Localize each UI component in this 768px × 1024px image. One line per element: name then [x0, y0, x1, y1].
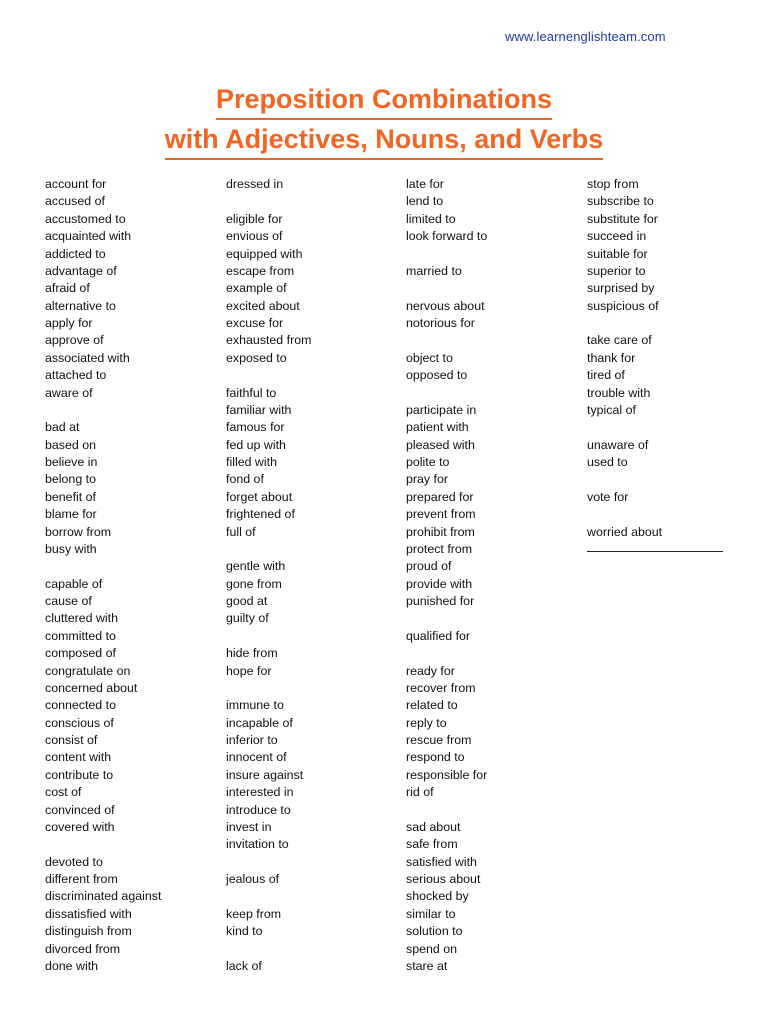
- word-entry: invitation to: [226, 837, 289, 852]
- word-entry: belong to: [45, 472, 96, 487]
- word-entry: exposed to: [226, 350, 287, 365]
- word-entry: divorced from: [45, 941, 121, 956]
- word-entry: worried about: [587, 524, 663, 539]
- word-entry: done with: [45, 958, 99, 973]
- word-entry: protect from: [406, 541, 473, 556]
- word-entry: substitute for: [587, 211, 658, 226]
- word-entry: similar to: [406, 906, 456, 921]
- word-entry: dressed in: [226, 177, 284, 191]
- word-entry: rescue from: [406, 733, 472, 747]
- word-entry: suitable for: [587, 246, 648, 261]
- word-entry: apply for: [45, 316, 93, 330]
- word-entry: excited about: [226, 298, 300, 313]
- word-entry: participate in: [406, 402, 477, 417]
- word-entry: excuse for: [226, 316, 284, 330]
- word-entry: stare at: [406, 958, 448, 973]
- word-entry: exhausted from: [226, 333, 312, 348]
- word-entry: guilty of: [226, 611, 269, 626]
- word-entry: typical of: [587, 402, 636, 417]
- group-spacer: [226, 628, 401, 645]
- word-entry: dissatisfied with: [45, 906, 132, 921]
- word-entry: committed to: [45, 628, 116, 643]
- word-entry: addicted to: [45, 246, 106, 261]
- word-entry: contribute to: [45, 767, 114, 782]
- word-column-4: [587, 176, 762, 558]
- word-entry: borrow from: [45, 524, 112, 539]
- group-spacer: [406, 332, 581, 349]
- word-entry: famous for: [226, 420, 285, 435]
- word-entry: cluttered with: [45, 611, 119, 626]
- group-spacer: [45, 558, 220, 575]
- word-entry: satisfied with: [406, 854, 477, 869]
- word-entry: insure against: [226, 767, 304, 782]
- group-spacer: [587, 315, 762, 332]
- word-entry: fed up with: [226, 437, 286, 452]
- word-entry: different from: [45, 872, 118, 886]
- group-spacer: [226, 541, 401, 558]
- word-entry: patient with: [406, 420, 469, 435]
- word-entry: limited to: [406, 211, 456, 226]
- group-spacer: [406, 280, 581, 297]
- word-entry: devoted to: [45, 854, 103, 869]
- word-entry: pray for: [406, 472, 449, 487]
- word-entry: consist of: [45, 733, 98, 747]
- word-entry: pleased with: [406, 437, 475, 452]
- word-entry: accused of: [45, 194, 105, 209]
- group-spacer: [226, 941, 401, 958]
- word-entry: afraid of: [45, 281, 90, 296]
- word-entry: look forward to: [406, 229, 488, 244]
- group-spacer: [406, 802, 581, 819]
- blank-fill-line: [587, 541, 762, 558]
- word-entry: respond to: [406, 750, 465, 765]
- group-spacer: [226, 680, 401, 697]
- group-spacer: [226, 888, 401, 905]
- page-title: [0, 80, 768, 160]
- word-entry: surprised by: [587, 281, 655, 296]
- group-spacer: [406, 246, 581, 263]
- word-entry: safe from: [406, 837, 458, 852]
- group-spacer: [226, 193, 401, 210]
- word-entry: prohibit from: [406, 524, 475, 539]
- word-entry: responsible for: [406, 767, 488, 782]
- word-entry: nervous about: [406, 298, 485, 313]
- word-entry: used to: [587, 455, 628, 469]
- underline-blank: [587, 541, 723, 552]
- word-entry: notorious for: [406, 316, 475, 330]
- word-entry: opposed to: [406, 368, 468, 383]
- group-spacer: [587, 506, 762, 523]
- word-entry: bad at: [45, 420, 80, 435]
- word-entry: polite to: [406, 455, 450, 469]
- word-entry: immune to: [226, 698, 284, 713]
- word-entry: conscious of: [45, 715, 114, 730]
- word-entry: acquainted with: [45, 229, 132, 244]
- word-entry: eligible for: [226, 211, 283, 226]
- word-entry: trouble with: [587, 385, 651, 400]
- word-entry: superior to: [587, 263, 646, 278]
- word-entry: thank for: [587, 350, 636, 365]
- word-entry: provide with: [406, 576, 473, 591]
- word-entry: prevent from: [406, 507, 476, 522]
- word-entry: content with: [45, 750, 112, 765]
- word-entry: suspicious of: [587, 298, 659, 313]
- word-entry: solution to: [406, 924, 463, 939]
- word-entry: connected to: [45, 698, 116, 713]
- word-entry: qualified for: [406, 628, 471, 643]
- word-entry: related to: [406, 698, 458, 713]
- word-entry: kind to: [226, 924, 263, 939]
- group-spacer: [587, 419, 762, 436]
- word-entry: take care of: [587, 333, 652, 348]
- word-entry: rid of: [406, 785, 434, 800]
- word-entry: associated with: [45, 350, 130, 365]
- word-entry: faithful to: [226, 385, 277, 400]
- word-entry: forget about: [226, 489, 293, 504]
- word-entry: familiar with: [226, 402, 292, 417]
- word-entry: filled with: [226, 455, 277, 469]
- word-entry: concerned about: [45, 680, 138, 695]
- word-column-1: [45, 176, 220, 975]
- word-entry: based on: [45, 437, 96, 452]
- word-entry: interested in: [226, 785, 294, 800]
- word-entry: frightened of: [226, 507, 295, 522]
- word-entry: attached to: [45, 368, 107, 383]
- word-entry: married to: [406, 263, 462, 278]
- word-entry: congratulate on: [45, 663, 131, 678]
- word-entry: advantage of: [45, 263, 117, 278]
- word-entry: invest in: [226, 819, 272, 834]
- group-spacer: [406, 610, 581, 627]
- word-entry: recover from: [406, 680, 476, 695]
- word-entry: account for: [45, 177, 107, 191]
- word-entry: punished for: [406, 594, 475, 608]
- title-line-2: with Adjectives, Nouns, and Verbs: [165, 120, 604, 160]
- word-entry: stop from: [587, 177, 639, 191]
- word-entry: sad about: [406, 819, 461, 834]
- word-entry: innocent of: [226, 750, 287, 765]
- word-entry: spend on: [406, 941, 457, 956]
- word-entry: cause of: [45, 594, 92, 608]
- group-spacer: [587, 471, 762, 488]
- group-spacer: [406, 385, 581, 402]
- word-entry: covered with: [45, 819, 115, 834]
- word-entry: envious of: [226, 229, 283, 244]
- word-entry: capable of: [45, 576, 103, 591]
- word-entry: reply to: [406, 715, 447, 730]
- group-spacer: [45, 836, 220, 853]
- group-spacer: [226, 367, 401, 384]
- word-entry: keep from: [226, 906, 282, 921]
- word-entry: good at: [226, 594, 268, 608]
- word-entry: escape from: [226, 263, 295, 278]
- word-entry: proud of: [406, 559, 452, 574]
- word-entry: fond of: [226, 472, 264, 487]
- word-entry: convinced of: [45, 802, 115, 817]
- word-entry: alternative to: [45, 298, 116, 313]
- site-url: www.learnenglishteam.com: [505, 29, 666, 44]
- word-entry: gone from: [226, 576, 282, 591]
- word-entry: prepared for: [406, 489, 474, 504]
- word-entry: unaware of: [587, 437, 649, 452]
- word-entry: succeed in: [587, 229, 647, 244]
- word-entry: gentle with: [226, 559, 286, 574]
- word-entry: incapable of: [226, 715, 293, 730]
- word-entry: benefit of: [45, 489, 96, 504]
- word-entry: example of: [226, 281, 287, 296]
- word-entry: introduce to: [226, 802, 291, 817]
- word-entry: lack of: [226, 958, 262, 973]
- word-entry: ready for: [406, 663, 455, 678]
- word-entry: inferior to: [226, 733, 278, 747]
- word-entry: cost of: [45, 785, 82, 800]
- group-spacer: [406, 645, 581, 662]
- word-entry: hope for: [226, 663, 272, 678]
- word-entry: blame for: [45, 507, 97, 522]
- word-entry: busy with: [45, 541, 97, 556]
- group-spacer: [226, 854, 401, 871]
- title-line-1: Preposition Combinations: [216, 80, 552, 120]
- word-entry: equipped with: [226, 246, 303, 261]
- word-entry: discriminated against: [45, 889, 162, 904]
- word-entry: full of: [226, 524, 256, 539]
- word-entry: late for: [406, 177, 444, 191]
- word-entry: serious about: [406, 872, 481, 886]
- group-spacer: [45, 402, 220, 419]
- word-entry: aware of: [45, 385, 93, 400]
- word-entry: jealous of: [226, 872, 280, 886]
- word-entry: subscribe to: [587, 194, 654, 209]
- word-entry: lend to: [406, 194, 444, 209]
- word-entry: object to: [406, 350, 453, 365]
- word-entry: accustomed to: [45, 211, 126, 226]
- word-column-3: [406, 176, 581, 975]
- word-entry: tired of: [587, 368, 625, 383]
- word-entry: approve of: [45, 333, 104, 348]
- word-entry: shocked by: [406, 889, 469, 904]
- word-entry: distinguish from: [45, 924, 132, 939]
- word-column-2: [226, 176, 401, 975]
- word-entry: composed of: [45, 646, 116, 661]
- word-entry: believe in: [45, 455, 98, 469]
- word-entry: hide from: [226, 646, 278, 661]
- word-entry: vote for: [587, 489, 629, 504]
